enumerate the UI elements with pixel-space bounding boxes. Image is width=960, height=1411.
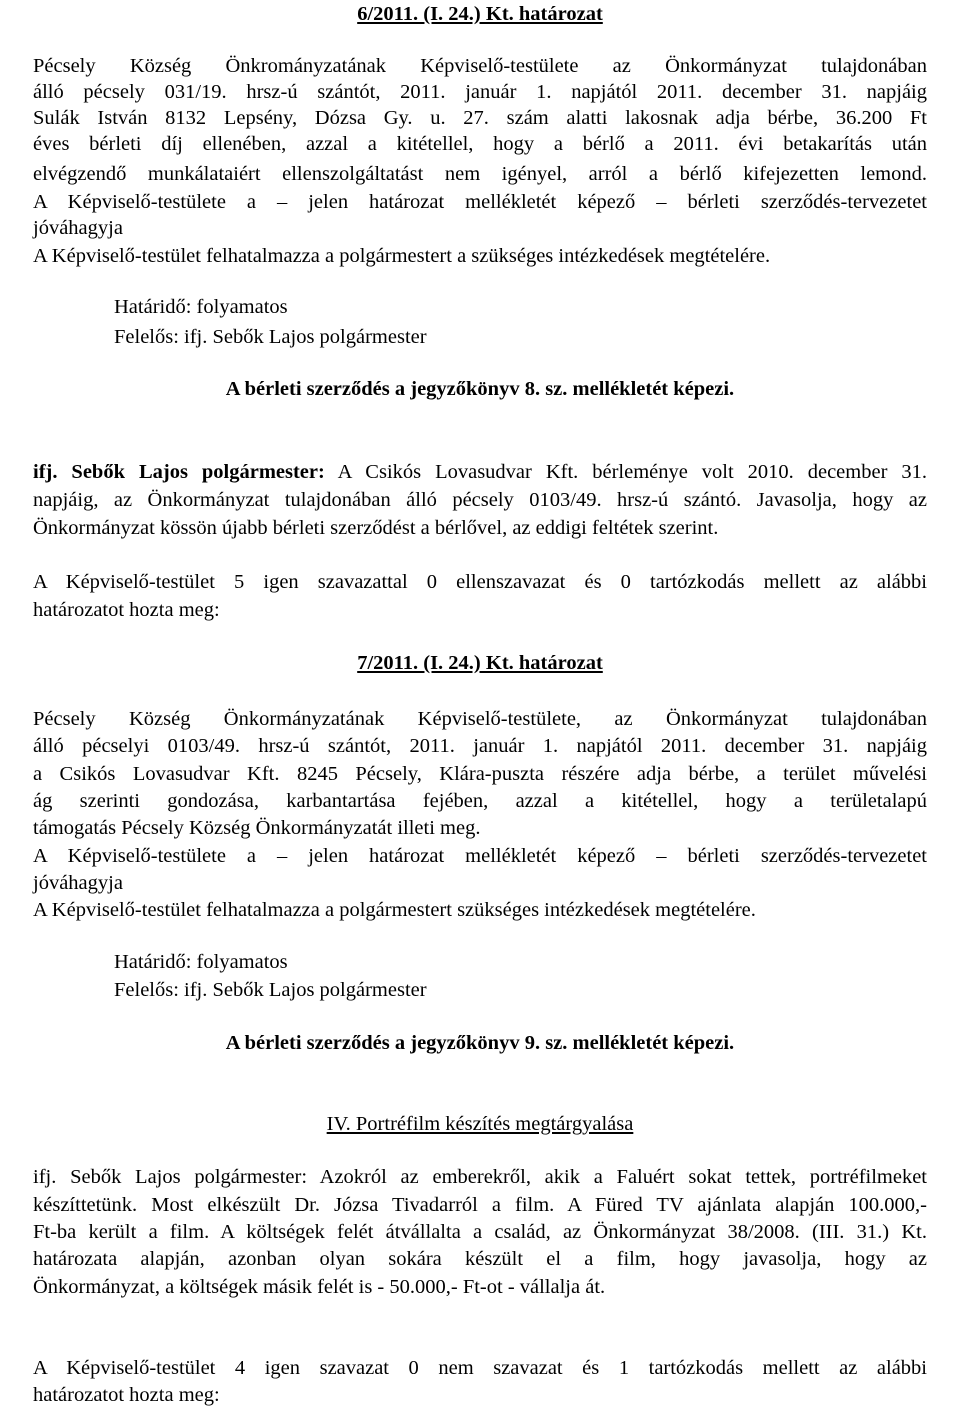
resolution-text-line: álló pécselyi 0103/49. hrsz-ú szántót, 2011. január 1. napjától 2011. december 31. napjáig <box>33 735 927 757</box>
resolution-text-line: elvégzendő munkálataiért ellenszolgáltatást nem igényel, arról a bérlő kifejezetten lemond. <box>33 163 927 185</box>
resolution-text-line: Sulák István 8132 Lepsény, Dózsa Gy. u. 27. szám alatti lakosnak adja bérbe, 36.200 Ft <box>33 107 927 129</box>
resolution-text-line: Pécsely Község Önkrományzatának Képviselő-testülete az Önkormányzat tulajdonában <box>33 55 927 77</box>
vote-line: A Képviselő-testület 5 igen szavazattal 0 ellenszavazat és 0 tartózkodás mellett az alábbi <box>33 571 927 593</box>
annex-note: A bérleti szerződés a jegyzőkönyv 9. sz. mellékletét képezi. <box>225 1032 735 1054</box>
annex-note: A bérleti szerződés a jegyzőkönyv 8. sz. mellékletét képezi. <box>225 378 735 400</box>
speech-line: napjáig, az Önkormányzat tulajdonában álló pécsely 0103/49. hrsz-ú szántó. Javasolja, hogy az <box>33 489 927 511</box>
section-text-line: ifj. Sebők Lajos polgármester: Azokról az emberekről, akik a Faluért sokat tettek, portréfilmeket <box>33 1166 927 1188</box>
deadline: Határidő: folyamatos <box>114 951 288 973</box>
resolution-title: 7/2011. (I. 24.) Kt. határozat <box>357 652 603 674</box>
resolution-text-line: ág szerinti gondozása, karbantartása fejében, azzal a kitétellel, hogy a területalapú <box>33 790 927 812</box>
resolution-text-line: álló pécsely 031/19. hrsz-ú szántót, 2011. január 1. napjától 2011. december 31. napjáig <box>33 81 927 103</box>
resolution-text-line: A Képviselő-testület felhatalmazza a polgármestert szükséges intézkedések megtételére. <box>33 899 756 921</box>
vote-line: határozatot hozta meg: <box>33 1384 220 1406</box>
section-text-line: határozata alapján, azonban olyan sokára készült el a film, hogy javasolja, hogy az <box>33 1248 927 1270</box>
section-text-line: készíttetünk. Most elkészült Dr. Józsa Tivadarról a film. A Füred TV ajánlata alapján 100.000,- <box>33 1194 927 1216</box>
resolution-text-line: Pécsely Község Önkormányzatának Képviselő-testülete, az Önkormányzat tulajdonában <box>33 708 927 730</box>
resolution-text-line: A Képviselő-testülete a – jelen határozat mellékletét képező – bérleti szerződés-tervezetet <box>33 845 927 867</box>
resolution-text-line: támogatás Pécsely Község Önkormányzatát illeti meg. <box>33 817 481 839</box>
deadline: Határidő: folyamatos <box>114 296 288 318</box>
responsible: Felelős: ifj. Sebők Lajos polgármester <box>114 979 427 1001</box>
resolution-text-line: éves bérleti díj ellenében, azzal a kitétellel, hogy a bérlő a 2011. évi betakarítás után <box>33 133 927 155</box>
resolution-title: 6/2011. (I. 24.) Kt. határozat <box>357 3 603 25</box>
resolution-text-line: jóváhagyja <box>33 217 123 239</box>
speaker-name: ifj. Sebők Lajos polgármester: <box>33 461 325 483</box>
speech-line: Önkormányzat kössön újabb bérleti szerződést a bérlővel, az eddigi feltétek szerint. <box>33 517 719 539</box>
resolution-text-line: A Képviselő-testület felhatalmazza a polgármestert a szükséges intézkedések megtételére. <box>33 245 771 267</box>
responsible: Felelős: ifj. Sebők Lajos polgármester <box>114 326 427 348</box>
vote-line: határozatot hozta meg: <box>33 599 220 621</box>
section-text-line: Önkormányzat, a költségek másik felét is - 50.000,- Ft-ot - vállalja át. <box>33 1276 606 1298</box>
section-text-line: Ft-ba került a film. A költségek felét átvállalta a család, az Önkormányzat 38/2008. (III. 31.) Kt. <box>33 1221 927 1243</box>
section-title: IV. Portréfilm készítés megtárgyalása <box>326 1113 634 1135</box>
resolution-text-line: a Csikós Lovasudvar Kft. 8245 Pécsely, Klára-puszta részére adja bérbe, a terület művelési <box>33 763 927 785</box>
vote-line: A Képviselő-testület 4 igen szavazat 0 nem szavazat és 1 tartózkodás mellett az alábbi <box>33 1357 927 1379</box>
resolution-text-line: jóváhagyja <box>33 872 123 894</box>
speech-line: ifj. Sebők Lajos polgármester: A Csikós Lovasudvar Kft. bérleménye volt 2010. december 31. <box>33 461 927 483</box>
resolution-text-line: A Képviselő-testülete a – jelen határozat mellékletét képező – bérleti szerződés-tervezetet <box>33 191 927 213</box>
